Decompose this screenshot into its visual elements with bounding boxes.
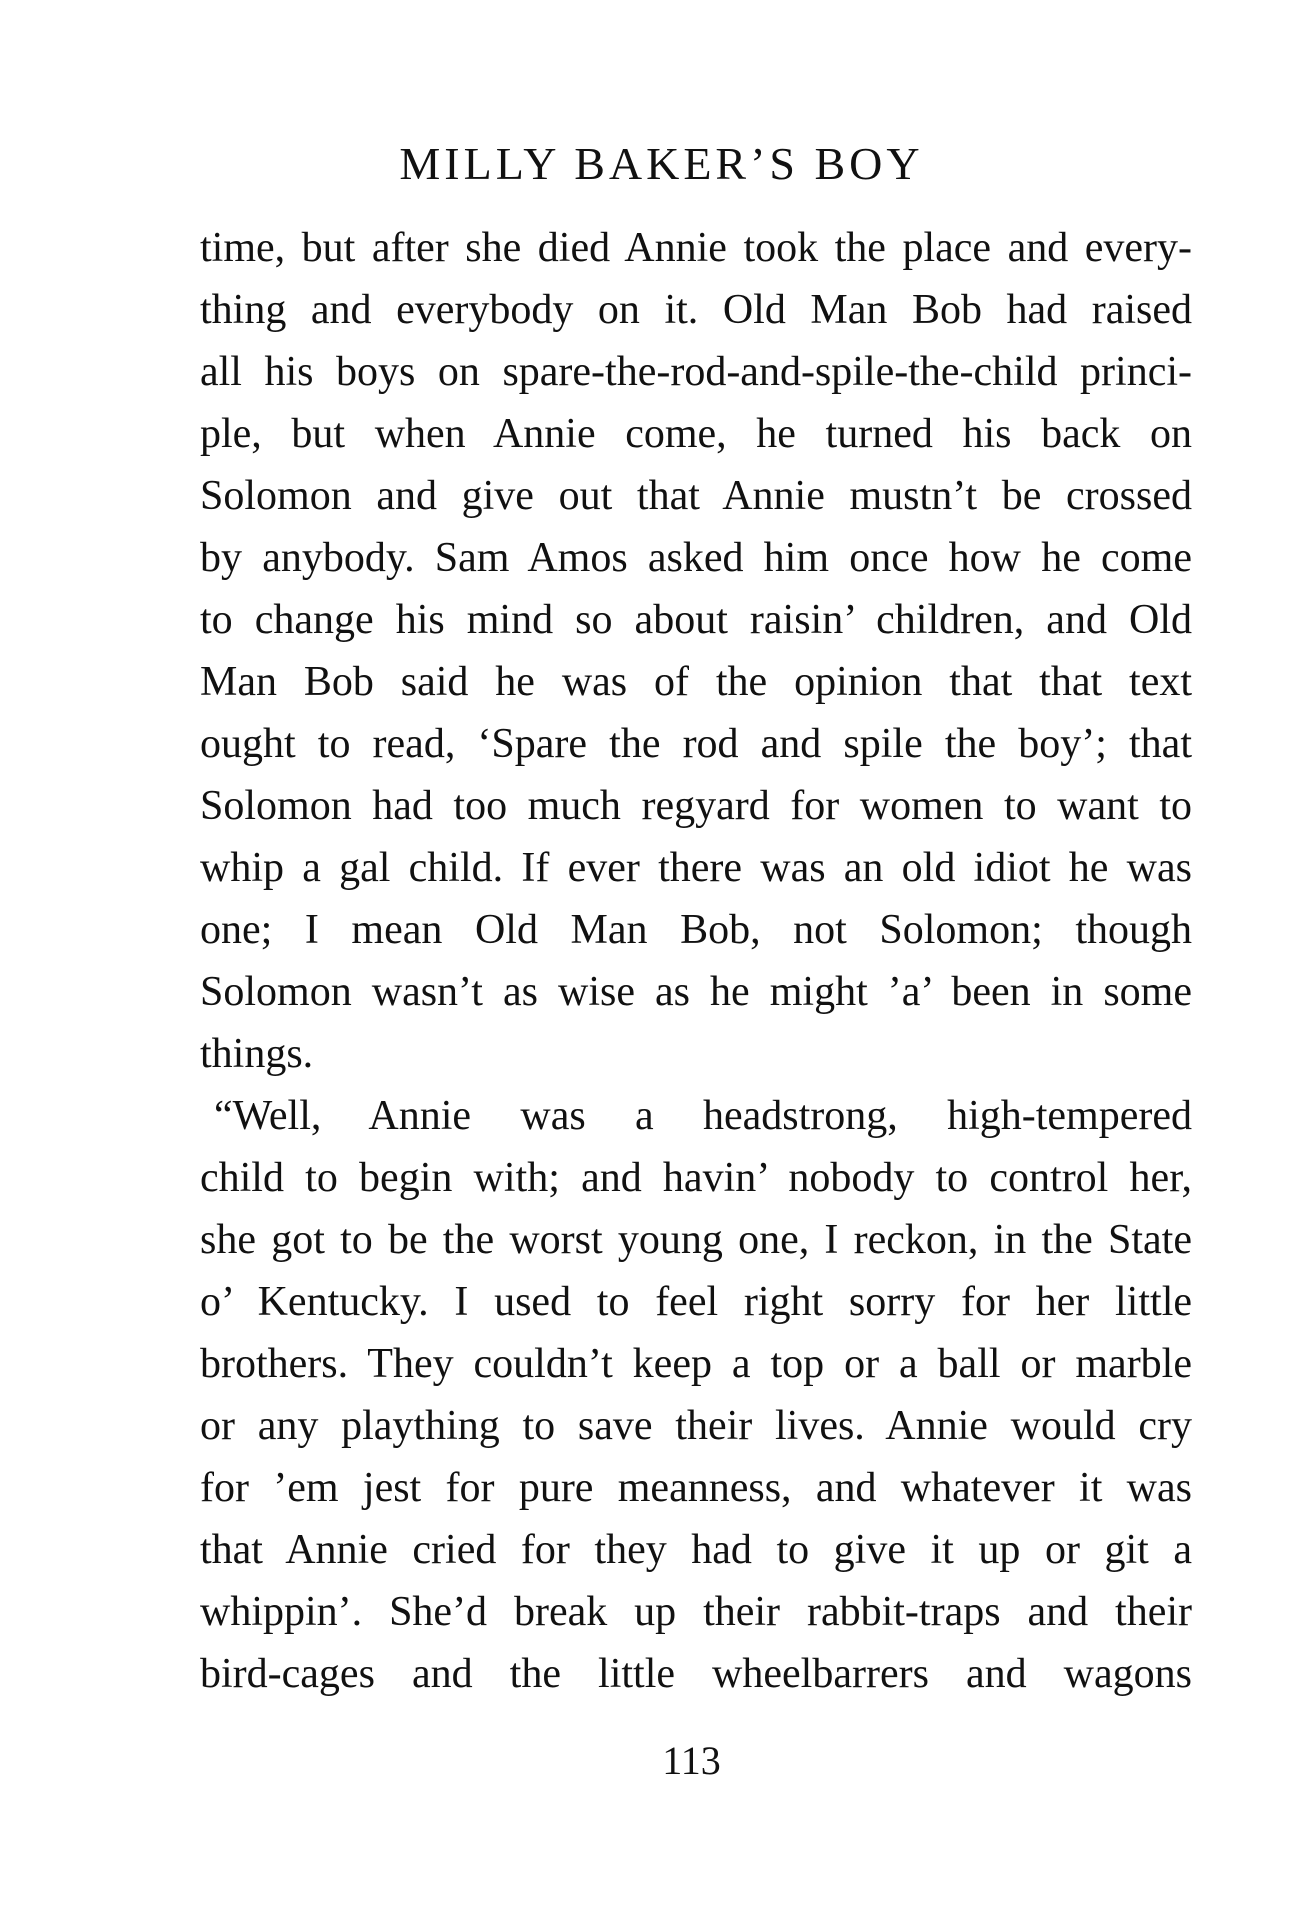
text-line: Solomon wasn’t as wise as he might ’a’ been in some <box>200 969 1192 1015</box>
text-line: to change his mind so about raisin’ children, and Old <box>200 597 1192 643</box>
page-number: 113 <box>662 1738 721 1783</box>
running-head: MILLY BAKER’S BOY <box>399 138 924 189</box>
text-line: Solomon had too much regyard for women to want to <box>200 783 1192 829</box>
text-line: “Well, Annie was a headstrong, high-tempered <box>214 1093 1192 1139</box>
text-line: Solomon and give out that Annie mustn’t be crossed <box>200 473 1192 519</box>
text-line: ought to read, ‘Spare the rod and spile the boy’; that <box>200 721 1192 767</box>
text-line: child to begin with; and havin’ nobody to control her, <box>200 1155 1192 1201</box>
text-line: one; I mean Old Man Bob, not Solomon; though <box>200 907 1192 953</box>
text-line: brothers. They couldn’t keep a top or a ball or marble <box>200 1341 1192 1387</box>
text-line: ple, but when Annie come, he turned his back on <box>200 411 1192 457</box>
text-line: for ’em jest for pure meanness, and whatever it was <box>200 1465 1192 1511</box>
text-line: or any plaything to save their lives. Annie would cry <box>200 1403 1192 1449</box>
text-line: by anybody. Sam Amos asked him once how he come <box>200 535 1192 581</box>
text-line: thing and everybody on it. Old Man Bob had raised <box>200 287 1192 333</box>
text-line: she got to be the worst young one, I reckon, in the State <box>200 1217 1192 1263</box>
text-line: o’ Kentucky. I used to feel right sorry for her little <box>200 1279 1192 1325</box>
text-line: time, but after she died Annie took the place and every- <box>200 225 1192 271</box>
text-line: Man Bob said he was of the opinion that that text <box>200 659 1192 705</box>
body-text <box>200 217 1192 1705</box>
text-line: bird-cages and the little wheelbarrers and wagons <box>200 1651 1192 1697</box>
text-line: all his boys on spare-the-rod-and-spile-the-child princi- <box>200 349 1192 395</box>
text-line: whip a gal child. If ever there was an old idiot he was <box>200 845 1192 891</box>
text-line: things. <box>200 1031 314 1077</box>
text-line: that Annie cried for they had to give it up or git a <box>200 1527 1192 1573</box>
text-line: whippin’. She’d break up their rabbit-traps and their <box>200 1589 1192 1635</box>
